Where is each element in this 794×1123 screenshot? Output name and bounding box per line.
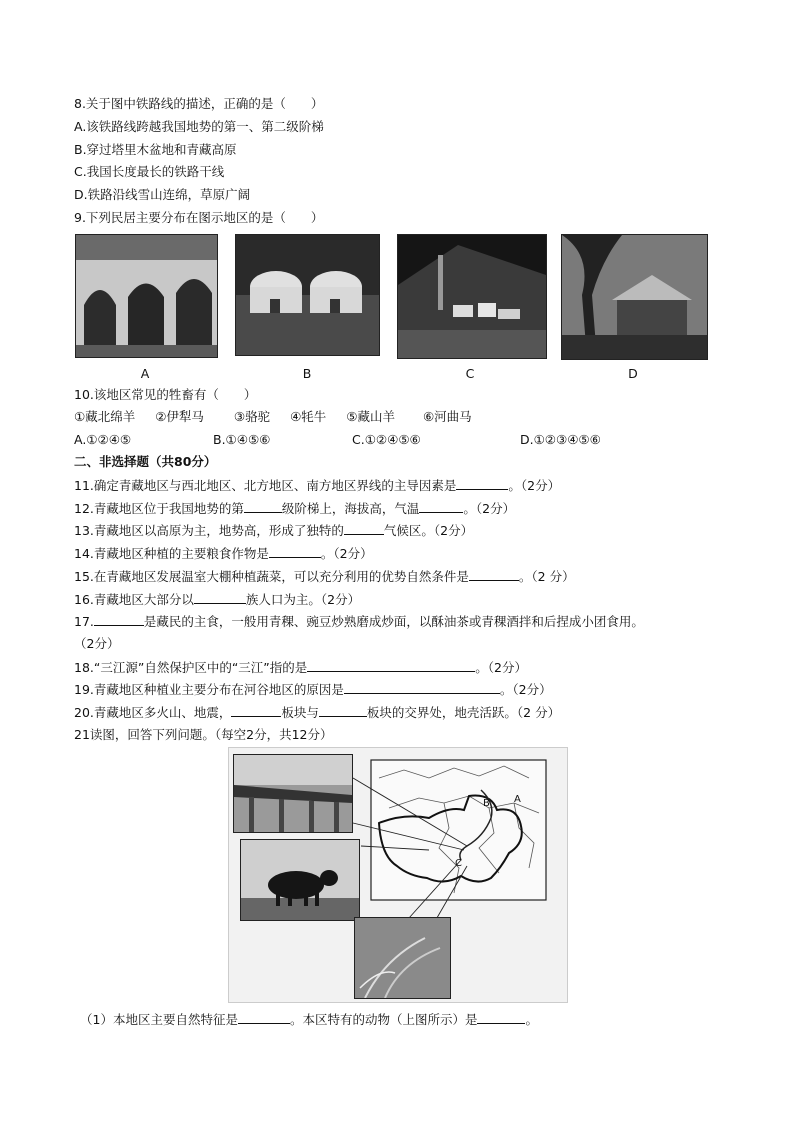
photo-c-stone-houses	[397, 234, 547, 359]
q21-sub1-text-mid: 。本区特有的动物（上图所示）是	[289, 1012, 478, 1027]
q8-stem: 8.关于图中铁路线的描述，正确的是（ ）	[74, 96, 324, 111]
q16-score: 族人口为主。（2分）	[245, 592, 361, 607]
q21-photo-barley	[354, 917, 451, 999]
q12-text-mid: 级阶梯上，海拔高，气温	[281, 501, 420, 516]
q11	[74, 475, 560, 496]
q21-photo-railway-bridge	[233, 754, 353, 833]
q19	[74, 679, 552, 700]
q15-blank[interactable]	[469, 566, 519, 581]
q15	[74, 566, 575, 587]
q10-items	[74, 407, 472, 427]
q10-option-b: B.①④⑤⑥	[213, 432, 271, 447]
q12	[74, 498, 515, 519]
q12-blank-1[interactable]	[244, 498, 282, 513]
q18-text: 18.“三江源”自然保护区中的“三江”指的是	[74, 660, 308, 675]
q13	[74, 520, 473, 541]
q19-blank[interactable]	[344, 679, 500, 694]
q9-stem: 9.下列民居主要分布在图示地区的是（ ）	[74, 210, 324, 225]
q11-text: 11.确定青藏地区与西北地区、北方地区、南方地区界线的主导因素是	[74, 478, 457, 493]
q10-option-c: C.①②④⑤⑥	[352, 432, 421, 447]
section2-heading: 二、非选择题（共80分）	[74, 454, 217, 469]
q14-blank[interactable]	[269, 543, 321, 558]
q17-score: （2分）	[74, 636, 120, 651]
q10-item-6: ⑥河曲马	[422, 409, 472, 424]
map-label-a: A	[514, 794, 521, 805]
q13-score: 气候区。（2分）	[383, 523, 474, 538]
q10-option-d: D.①②③④⑤⑥	[520, 432, 601, 447]
q10-item-5: ⑤藏山羊	[346, 409, 395, 424]
q19-text: 19.青藏地区种植业主要分布在河谷地区的原因是	[74, 682, 344, 697]
q20-text: 20.青藏地区多火山、地震，	[74, 705, 232, 720]
q8-option-a: A.该铁路线跨越我国地势的第一、第二级阶梯	[74, 119, 324, 134]
q21-sub1	[80, 1009, 538, 1030]
map-label-c: C	[455, 858, 462, 869]
photo-b-yurts	[235, 234, 380, 356]
q21-photo-yak	[240, 839, 360, 921]
q17-text: 是藏民的主食，一般用青稞、豌豆炒熟磨成炒面，以酥油茶或青稞酒拌和后捏成小团食用。	[143, 614, 644, 629]
q8-option-d: D.铁路沿线雪山连绵，草原广阔	[74, 187, 251, 202]
q20	[74, 702, 560, 723]
q21-figure	[228, 747, 568, 1003]
q20-text-mid: 板块与	[281, 705, 319, 720]
q12-blank-2[interactable]	[419, 498, 463, 513]
q21-sub1-blank-1[interactable]	[238, 1009, 290, 1024]
q11-score: 。（2分）	[508, 478, 561, 493]
q17-blank[interactable]	[94, 611, 144, 626]
photo-b-label: B	[302, 366, 312, 381]
photo-d-label: D	[628, 366, 638, 381]
q11-blank[interactable]	[456, 475, 508, 490]
q21-sub1-blank-2[interactable]	[477, 1009, 525, 1024]
q12-score: 。（2分）	[463, 501, 516, 516]
q18-score: 。（2分）	[475, 660, 527, 675]
q17	[74, 611, 644, 632]
q10-option-a: A.①②④⑤	[74, 432, 132, 447]
photo-c-label: C	[465, 366, 475, 381]
q14	[74, 543, 373, 564]
photo-a-cave-dwelling	[75, 234, 218, 358]
q10-item-1: ①藏北绵羊	[74, 409, 136, 424]
q20-score: 板块的交界处，地壳活跃。（2 分）	[366, 705, 561, 720]
q12-text: 12.青藏地区位于我国地势的第	[74, 501, 244, 516]
q13-text: 13.青藏地区以高原为主，地势高，形成了独特的	[74, 523, 344, 538]
q20-blank-1[interactable]	[231, 702, 281, 717]
q19-score: 。（2分）	[499, 682, 552, 697]
q14-score: 。（2分）	[320, 546, 373, 561]
q10-stem: 10.该地区常见的牲畜有（ ）	[74, 387, 257, 402]
q10-item-2: ②伊犁马	[155, 409, 204, 424]
q15-text: 15.在青藏地区发展温室大棚种植蔬菜，可以充分利用的优势自然条件是	[74, 569, 469, 584]
q21-sub1-end: 。	[525, 1012, 538, 1027]
q8-option-c: C.我国长度最长的铁路干线	[74, 164, 225, 179]
photo-d-wooden-house	[561, 234, 708, 360]
q14-text: 14.青藏地区种植的主要粮食作物是	[74, 546, 269, 561]
q17-number: 17.	[74, 614, 94, 629]
q18-blank[interactable]	[307, 657, 475, 672]
q20-blank-2[interactable]	[319, 702, 367, 717]
q16	[74, 589, 360, 610]
q10-item-4: ④牦牛	[290, 409, 327, 424]
q13-blank[interactable]	[344, 520, 384, 535]
photo-a-label: A	[140, 366, 150, 381]
q21-stem: 21读图，回答下列问题。（每空2分，共12分）	[74, 727, 333, 742]
q8-option-b: B.穿过塔里木盆地和青藏高原	[74, 142, 237, 157]
q15-score: 。（2 分）	[518, 569, 575, 584]
q10-item-3: ③骆驼	[233, 409, 271, 424]
q21-sub1-text: （1）本地区主要自然特征是	[80, 1012, 238, 1027]
q18	[74, 657, 527, 678]
q16-text: 16.青藏地区大部分以	[74, 592, 194, 607]
q16-blank[interactable]	[194, 589, 246, 604]
map-label-b: B	[483, 798, 490, 809]
